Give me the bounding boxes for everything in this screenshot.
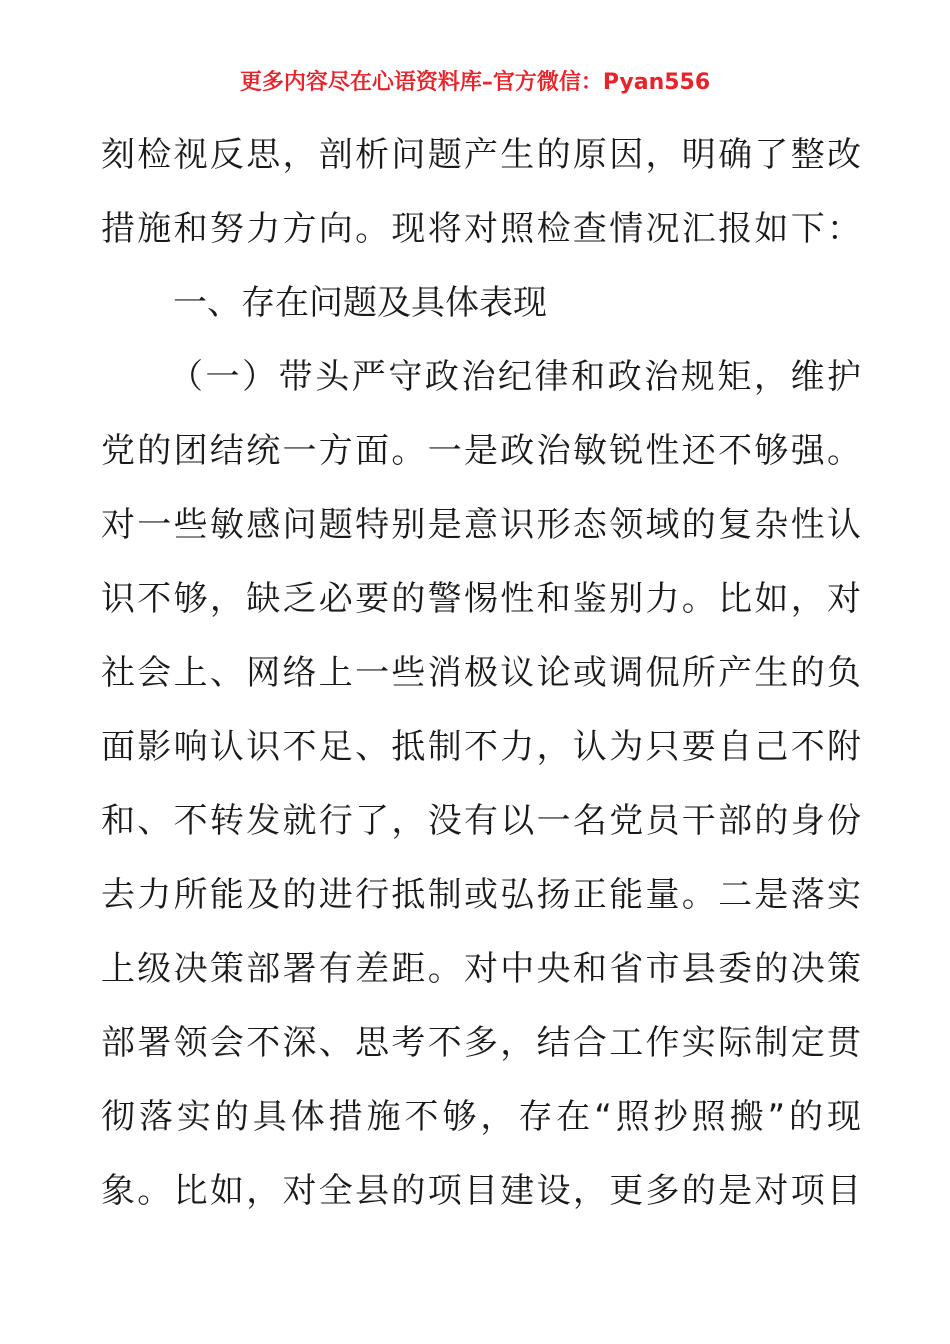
watermark-banner: 更多内容尽在心语资料库–官方微信：Pyan556 [239,70,711,95]
body-line-15: 象。比如，对全县的项目建设，更多的是对项目 [101,1171,861,1211]
document-body [101,118,861,1228]
body-line-11: 去力所能及的进行抵制或弘扬正能量。二是落实 [101,875,861,915]
body-line-10: 和、不转发就行了，没有以一名党员干部的身份 [101,801,861,841]
body-line-6: 对一些敏感问题特别是意识形态领域的复杂性认 [101,505,861,545]
body-line-1: 刻检视反思，剖析问题产生的原因，明确了整改 [101,135,861,175]
body-line-13: 部署领会不深、思考不多，结合工作实际制定贯 [101,1023,861,1063]
body-line-12: 上级决策部署有差距。对中央和省市县委的决策 [101,949,861,989]
body-line-2: 措施和努力方向。现将对照检查情况汇报如下： [101,209,861,249]
body-line-8: 社会上、网络上一些消极议论或调侃所产生的负 [101,653,861,693]
body-line-5: 党的团结统一方面。一是政治敏锐性还不够强。 [101,431,861,471]
body-line-14: 彻落实的具体措施不够，存在“照抄照搬”的现 [101,1097,861,1137]
body-line-9: 面影响认识不足、抵制不力，认为只要自己不附 [101,727,861,767]
section-heading: 一、存在问题及具体表现 [173,283,547,323]
subsection-heading-line: （一）带头严守政治纪律和政治规矩，维护 [169,357,861,397]
body-line-7: 识不够，缺乏必要的警惕性和鉴别力。比如，对 [101,579,861,619]
